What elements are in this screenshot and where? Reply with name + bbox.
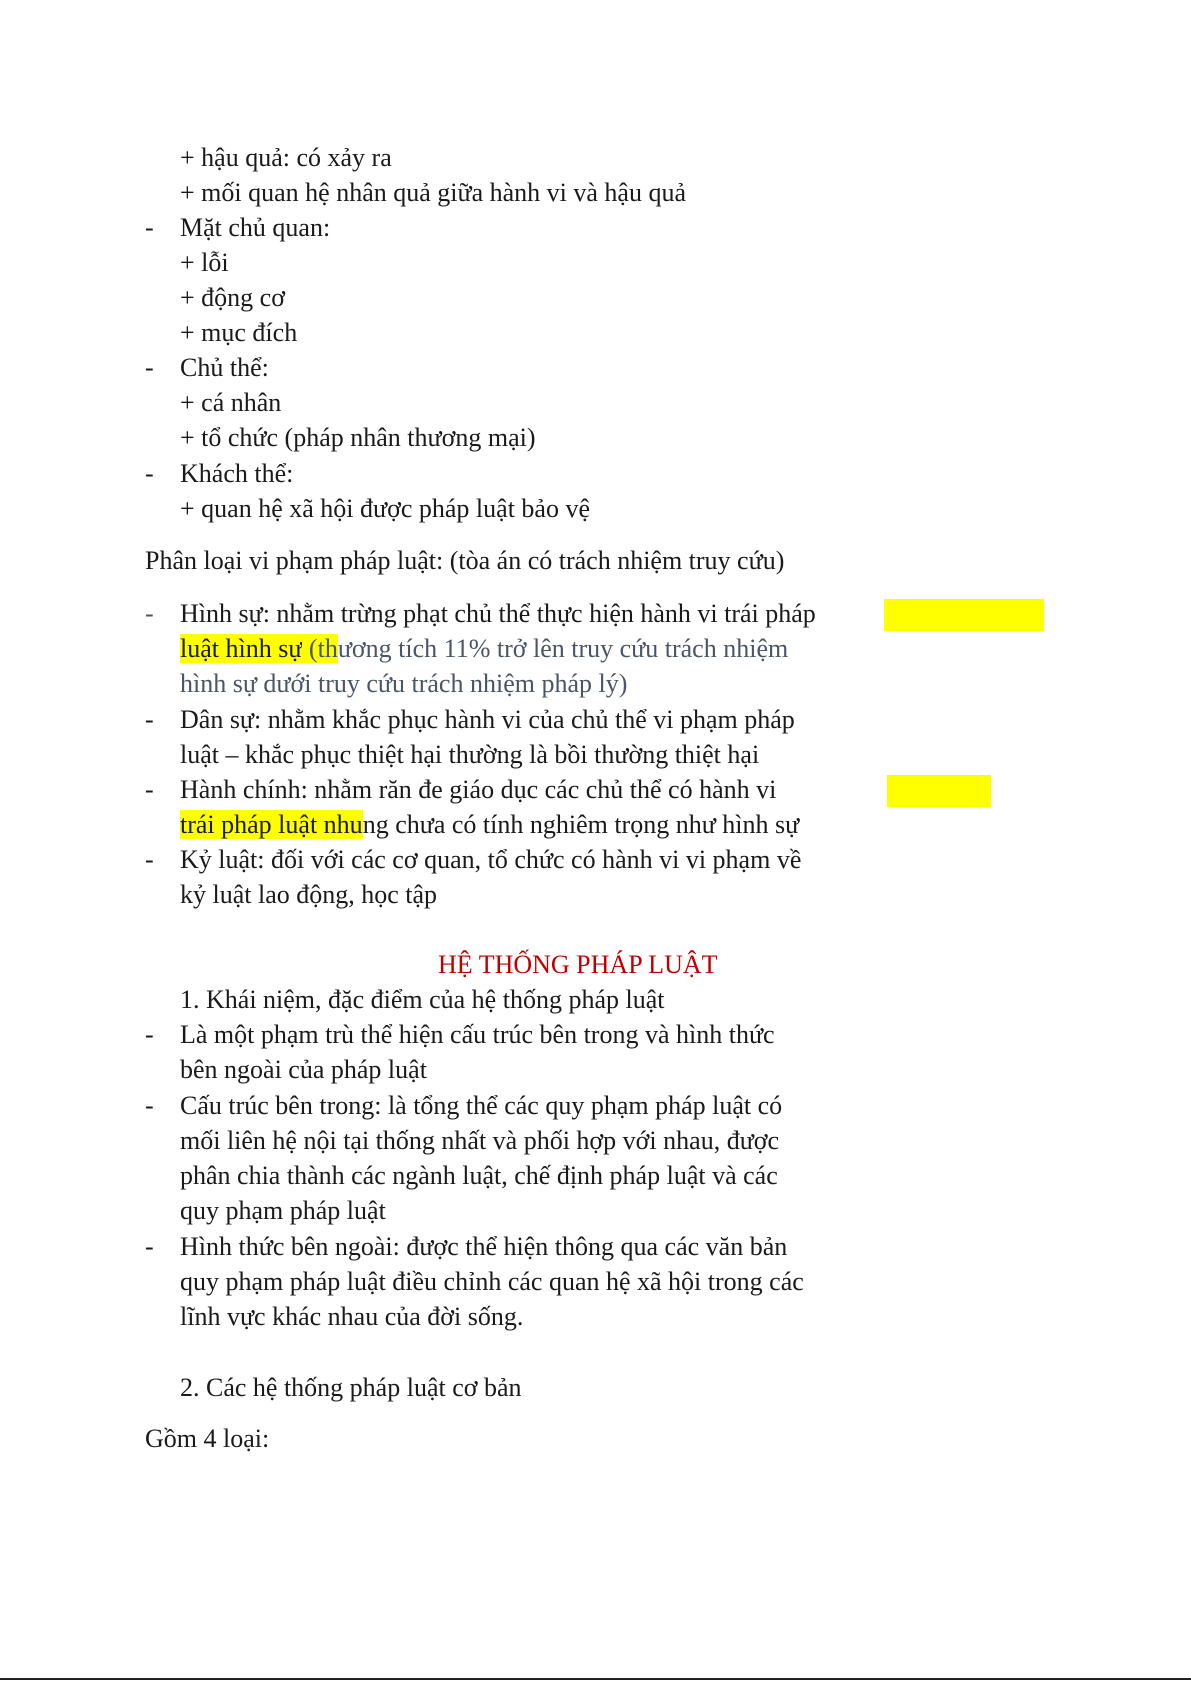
page-bottom-rule — [0, 1678, 1191, 1680]
text-line: Chủ thể: — [180, 353, 269, 382]
hinhsu-line-3: hình sự dưới truy cứu trách nhiệm pháp lý) — [180, 669, 628, 698]
hanhchinh-line-2 — [180, 808, 799, 842]
grey-text: ương tích 11% trở lên truy cứu trách nhiệm — [337, 634, 789, 663]
hinhsu-line-1: Hình sự: nhằm trừng phạt chủ thể thực hiện hành vi trái pháp — [180, 599, 816, 628]
bullet-dash: - — [145, 213, 154, 242]
text-line: quy phạm pháp luật — [180, 1196, 386, 1225]
text-span: ng chưa có tính nghiêm trọng như hình sự — [362, 810, 800, 839]
kyluat-line-2: kỷ luật lao động, học tập — [180, 880, 438, 909]
text-line: Khách thể: — [180, 459, 294, 488]
bullet-dash: - — [145, 599, 154, 628]
text-line: + tổ chức (pháp nhân thương mại) — [180, 423, 536, 452]
text-line: Hình thức bên ngoài: được thể hiện thông qua các văn bản — [180, 1232, 788, 1261]
text-line: lĩnh vực khác nhau của đời sống. — [180, 1302, 524, 1331]
text-line: + hậu quả: có xảy ra — [180, 143, 392, 172]
text-line: + quan hệ xã hội được pháp luật bảo vệ — [180, 494, 590, 523]
bullet-dash: - — [145, 353, 154, 382]
text-line: Cấu trúc bên trong: là tổng thể các quy phạm pháp luật có — [180, 1091, 783, 1120]
text-line: bên ngoài của pháp luật — [180, 1055, 427, 1084]
bullet-dash: - — [145, 775, 154, 804]
margin-highlight — [887, 775, 991, 807]
text-line: Là một phạm trù thể hiện cấu trúc bên trong và hình thức — [180, 1020, 775, 1049]
kyluat-line-1: Kỷ luật: đối với các cơ quan, tổ chức có hành vi vi phạm về — [180, 845, 802, 874]
bullet-dash: - — [145, 1091, 154, 1120]
text-line: mối liên hệ nội tại thống nhất và phối hợp với nhau, được — [180, 1126, 780, 1155]
subsection-title: 1. Khái niệm, đặc điểm của hệ thống pháp luật — [180, 985, 665, 1014]
highlighted-text: ( — [302, 634, 318, 663]
text-line: + mục đích — [180, 318, 298, 347]
paragraph-heading: Phân loại vi phạm pháp luật: (tòa án có trách nhiệm truy cứu) — [145, 546, 785, 575]
margin-highlight — [884, 599, 1044, 631]
text-line: quy phạm pháp luật điều chỉnh các quan hệ xã hội trong các — [180, 1267, 804, 1296]
bullet-dash: - — [145, 845, 154, 874]
text-line: + cá nhân — [180, 388, 282, 417]
bullet-dash: - — [145, 459, 154, 488]
text-line: + lỗi — [180, 248, 229, 277]
dansu-line-1: Dân sự: nhằm khắc phục hành vi của chủ thể vi phạm pháp — [180, 705, 795, 734]
hinhsu-line-2 — [180, 632, 788, 666]
text-line: phân chia thành các ngành luật, chế định pháp luật và các — [180, 1161, 778, 1190]
section-heading: HỆ THỐNG PHÁP LUẬT — [438, 950, 718, 979]
bullet-dash: - — [145, 705, 154, 734]
dansu-line-2: luật – khắc phục thiệt hại thường là bồi thường thiệt hại — [180, 740, 760, 769]
subsection-title: 2. Các hệ thống pháp luật cơ bản — [180, 1373, 522, 1402]
bullet-dash: - — [145, 1232, 154, 1261]
text-line: + mối quan hệ nhân quả giữa hành vi và hậu quả — [180, 178, 687, 207]
bullet-dash: - — [145, 1020, 154, 1049]
text-line: Mặt chủ quan: — [180, 213, 331, 242]
text-line: Gồm 4 loại: — [145, 1424, 270, 1453]
text-line: + động cơ — [180, 283, 285, 312]
highlighted-text: luật hình sự — [180, 634, 303, 663]
highlighted-text: trái pháp luật nhu — [180, 810, 363, 839]
highlighted-text: th — [317, 634, 338, 663]
hanhchinh-line-1: Hành chính: nhằm răn đe giáo dục các chủ thể có hành vi — [180, 775, 777, 804]
